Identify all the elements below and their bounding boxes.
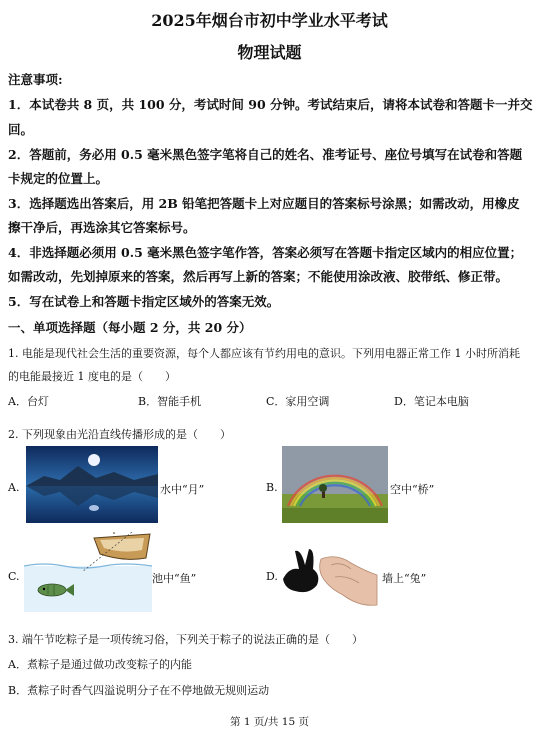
section-heading: 一、单项选择题（每小题 2 分，共 20 分） [8, 320, 252, 335]
q3-option-a: A．煮粽子是通过做功改变粽子的内能 [8, 658, 192, 671]
q1-option-b: B．智能手机 [138, 395, 202, 408]
notice-line-1: 1．本试卷共 8 页，共 100 分，考试时间 90 分钟。考试结束后，请将本试卷和答题卡一并交 [8, 97, 533, 112]
notice-line-4: 卡规定的位置上。 [8, 171, 109, 186]
exam-title: 2025年烟台市初中学业水平考试 [151, 11, 388, 30]
q2-option-d-caption: 墙上“兔” [382, 572, 427, 585]
exam-subtitle: 物理试题 [237, 43, 302, 62]
rainbow-image [282, 446, 388, 523]
notice-heading: 注意事项: [8, 72, 63, 87]
q2-option-d-label: D. [266, 570, 278, 583]
q3-option-b: B．煮粽子时香气四溢说明分子在不停地做无规则运动 [8, 684, 270, 697]
q2-option-b-label: B. [266, 481, 278, 494]
notice-line-6: 擦干净后，再选涂其它答案标号。 [8, 220, 196, 235]
q2-option-a-caption: 水中“月” [160, 483, 205, 496]
notice-line-3: 2．答题前，务必用 0.5 毫米黑色签字笔将自己的姓名、准考证号、座位号填写在试卷和答题 [8, 147, 523, 162]
notice-line-8: 如需改动，先划掉原来的答案，然后再写上新的答案；不能使用涂改液、胶带纸、修正带。 [8, 269, 509, 284]
q2-stem: 2. 下列现象由光沿直线传播形成的是（ ） [8, 428, 231, 441]
q2-option-c-caption: 池中“鱼” [152, 572, 197, 585]
q1-option-c: C．家用空调 [266, 395, 330, 408]
q2-option-c-label: C. [8, 570, 20, 583]
q1-option-a: A．台灯 [8, 395, 49, 408]
hand-shadow-rabbit-image [281, 545, 379, 611]
moon-reflection-image [26, 446, 158, 523]
q1-stem-line1: 1. 电能是现代社会生活的重要资源，每个人都应该有节约用电的意识。下列用电器正常工作 1 小时所消耗 [8, 347, 520, 360]
q2-option-b-caption: 空中“桥” [390, 483, 435, 496]
fish-pond-image [24, 532, 152, 612]
q2-option-a-label: A. [8, 481, 20, 494]
q3-stem: 3. 端午节吃粽子是一项传统习俗，下列关于粽子的说法正确的是（ ） [8, 633, 363, 646]
q1-stem-line2: 的电能最接近 1 度电的是（ ） [8, 370, 176, 383]
notice-line-5: 3．选择题选出答案后，用 2B 铅笔把答题卡上对应题目的答案标号涂黑；如需改动，用橡皮 [8, 196, 520, 211]
page-footer: 第 1 页/共 15 页 [230, 716, 309, 728]
notice-line-2: 回。 [8, 122, 34, 137]
notice-line-7: 4．非选择题必须用 0.5 毫米黑色签字笔作答，答案必须写在答题卡指定区域内的相应位置； [8, 245, 523, 260]
q1-option-d: D．笔记本电脑 [394, 395, 469, 408]
notice-line-9: 5．写在试卷上和答题卡指定区域外的答案无效。 [8, 294, 280, 309]
